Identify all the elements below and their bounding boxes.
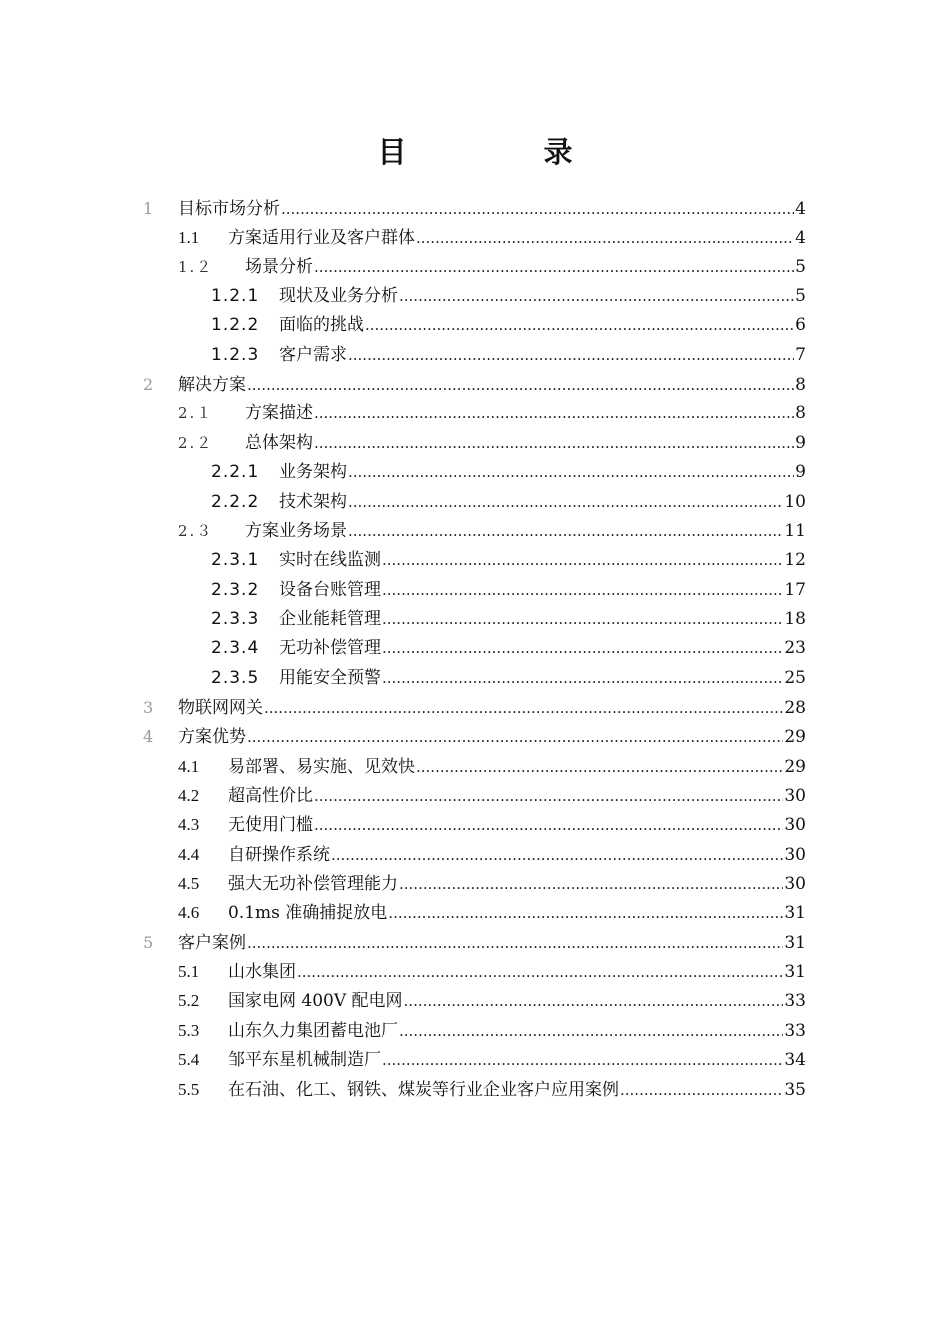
toc-entry[interactable] (178, 429, 806, 458)
toc-entry-title: 方案描述 (245, 403, 313, 423)
toc-entry-title: 解决方案 (178, 375, 246, 395)
toc-entry-title: 在石油、化工、钢铁、煤炭等行业企业客户应用案例 (228, 1080, 619, 1100)
toc-entry-number: 4.6 (178, 903, 200, 922)
toc-entry-page-number: 31 (784, 962, 806, 982)
toc-entry-number: 1.２ (178, 258, 214, 276)
toc-entry-page-number: 30 (784, 845, 806, 865)
toc-entry[interactable] (178, 840, 806, 869)
toc-title: 目 录 (377, 135, 627, 169)
toc-entry-number: 1 (143, 199, 154, 218)
toc-dot-leader (404, 987, 784, 1016)
toc-dot-leader (264, 694, 783, 723)
toc-entry[interactable] (178, 517, 806, 546)
toc-entry-number: 5.2 (178, 991, 200, 1010)
toc-dot-leader (348, 341, 794, 370)
toc-entry-number: 2.3.3 (211, 609, 260, 629)
toc-entry-number: 1.2.1 (211, 286, 260, 306)
toc-entry-number: 5.1 (178, 962, 200, 981)
toc-entry-title: 企业能耗管理 (279, 609, 381, 629)
toc-entry-page-number: 9 (795, 462, 806, 482)
toc-entry-number: 2.3.5 (211, 668, 260, 688)
toc-entry[interactable] (211, 634, 806, 663)
toc-dot-leader (247, 723, 783, 752)
toc-entry-title: 面临的挑战 (279, 315, 364, 335)
toc-entry[interactable] (178, 752, 806, 781)
toc-entry-page-number: 17 (784, 580, 806, 600)
toc-entry-title: 自研操作系统 (228, 845, 330, 865)
toc-dot-leader (314, 811, 783, 840)
toc-entry-page-number: 31 (784, 933, 806, 953)
toc-entry-title: 总体架构 (245, 433, 313, 453)
toc-entry-number: 2 (143, 375, 154, 394)
toc-dot-leader (331, 841, 783, 870)
toc-dot-leader (382, 605, 783, 634)
toc-entry-page-number: 28 (784, 698, 806, 718)
toc-entry-page-number: 8 (795, 403, 806, 423)
toc-entry-number: 4.1 (178, 757, 200, 776)
toc-entry[interactable] (211, 341, 806, 370)
toc-entry-page-number: 7 (795, 345, 806, 365)
toc-entry-page-number: 35 (784, 1080, 806, 1100)
toc-dot-leader (620, 1076, 783, 1105)
toc-entry[interactable] (211, 311, 806, 340)
toc-dot-leader (348, 517, 783, 546)
toc-entry[interactable] (178, 957, 806, 986)
toc-entry-page-number: 5 (795, 286, 806, 306)
toc-entry-page-number: 6 (795, 315, 806, 335)
toc-dot-leader (382, 664, 783, 693)
toc-entry-number: 1.1 (178, 228, 200, 247)
toc-entry-page-number: 34 (784, 1050, 806, 1070)
toc-entry-page-number: 10 (784, 492, 806, 512)
toc-entry[interactable] (143, 722, 806, 751)
toc-dot-leader (314, 399, 794, 428)
toc-entry-title: 0.1ms 准确捕捉放电 (228, 903, 388, 923)
toc-entry-title: 实时在线监测 (279, 550, 381, 570)
toc-entry-number: 2.3.4 (211, 638, 260, 658)
toc-entry-number: 2.2.1 (211, 462, 260, 482)
toc-dot-leader (416, 224, 794, 253)
toc-dot-leader (382, 1046, 783, 1075)
toc-dot-leader (314, 782, 783, 811)
toc-entry[interactable] (211, 282, 806, 311)
toc-entry-page-number: 8 (795, 375, 806, 395)
toc-entry[interactable] (143, 370, 806, 399)
toc-entry-page-number: 18 (784, 609, 806, 629)
toc-dot-leader (416, 753, 783, 782)
toc-entry[interactable] (211, 664, 806, 693)
toc-entry-title: 场景分析 (245, 257, 313, 277)
toc-entry-number: 5 (143, 933, 154, 952)
toc-entry-title: 业务架构 (279, 462, 347, 482)
toc-entry-page-number: 4 (795, 228, 806, 248)
toc-entry-number: 2.１ (178, 404, 214, 422)
toc-entry[interactable] (211, 488, 806, 517)
toc-entry-page-number: 30 (784, 786, 806, 806)
toc-entry-page-number: 12 (784, 550, 806, 570)
toc-entry-number: 5.3 (178, 1021, 200, 1040)
toc-entry-page-number: 29 (784, 727, 806, 747)
toc-entry-number: 1.2.2 (211, 315, 260, 335)
toc-dot-leader (281, 195, 794, 224)
toc-entry-page-number: 25 (784, 668, 806, 688)
toc-entry-page-number: 23 (784, 638, 806, 658)
toc-dot-leader (314, 429, 794, 458)
toc-entry[interactable] (178, 1045, 806, 1074)
toc-entry-number: 5.4 (178, 1050, 200, 1069)
toc-entry-title: 无功补偿管理 (279, 638, 381, 658)
toc-entry-page-number: 33 (784, 1021, 806, 1041)
toc-entry-title: 方案优势 (178, 727, 246, 747)
toc-entry-page-number: 30 (784, 815, 806, 835)
toc-entry-title: 易部署、易实施、见效快 (228, 757, 415, 777)
toc-dot-leader (247, 371, 794, 400)
toc-dot-leader (314, 253, 794, 282)
toc-entry-page-number: 4 (795, 199, 806, 219)
toc-entry[interactable] (178, 781, 806, 810)
toc-dot-leader (382, 634, 783, 663)
toc-entry[interactable] (211, 546, 806, 575)
toc-entry-page-number: 29 (784, 757, 806, 777)
toc-entry-page-number: 9 (795, 433, 806, 453)
toc-entry[interactable] (143, 693, 806, 722)
toc-entry-number: 4.4 (178, 845, 200, 864)
toc-entry-title: 国家电网 400V 配电网 (228, 991, 403, 1011)
toc-entry-title: 邹平东星机械制造厂 (228, 1050, 381, 1070)
toc-entry-title: 无使用门槛 (228, 815, 313, 835)
toc-entry-number: 2.3.2 (211, 580, 260, 600)
toc-entry-title: 方案业务场景 (245, 521, 347, 541)
toc-entry-title: 设备台账管理 (279, 580, 381, 600)
toc-entry-title: 现状及业务分析 (279, 286, 398, 306)
toc-entry[interactable] (143, 928, 806, 957)
toc-entry-number: 5.5 (178, 1080, 200, 1099)
toc-dot-leader (388, 899, 783, 928)
toc-dot-leader (382, 576, 783, 605)
toc-entry[interactable] (178, 1016, 806, 1045)
toc-entry-title: 物联网网关 (178, 698, 263, 718)
toc-entry-number: 2.2.2 (211, 492, 260, 512)
toc-entry-title: 山水集团 (228, 962, 296, 982)
toc-dot-leader (399, 870, 783, 899)
toc-entry[interactable] (178, 869, 806, 898)
toc-entry[interactable] (143, 194, 806, 223)
toc-entry-title: 技术架构 (279, 492, 347, 512)
toc-dot-leader (399, 282, 794, 311)
toc-entry-title: 超高性价比 (228, 786, 313, 806)
toc-entry-title: 客户需求 (279, 345, 347, 365)
toc-dot-leader (247, 929, 783, 958)
toc-entry-page-number: 11 (784, 521, 806, 541)
toc-entry-number: 1.2.3 (211, 345, 260, 365)
toc-entry-page-number: 30 (784, 874, 806, 894)
toc-entry[interactable] (178, 399, 806, 428)
toc-entry[interactable] (211, 576, 806, 605)
toc-entry-title: 用能安全预警 (279, 668, 381, 688)
toc-entry-page-number: 31 (784, 903, 806, 923)
toc-entry-number: 2.３ (178, 522, 214, 540)
toc-entry[interactable] (178, 1075, 806, 1104)
toc-entry-number: 4.5 (178, 874, 200, 893)
toc-dot-leader (348, 458, 794, 487)
toc-dot-leader (348, 488, 783, 517)
toc-entry-number: 2.２ (178, 434, 214, 452)
toc-entry-title: 方案适用行业及客户群体 (228, 228, 415, 248)
toc-entry-title: 强大无功补偿管理能力 (228, 874, 398, 894)
toc-entry[interactable] (178, 898, 806, 927)
toc-entry[interactable] (178, 810, 806, 839)
toc-entry-number: 4 (143, 727, 154, 746)
toc-dot-leader (382, 546, 783, 575)
toc-entry[interactable] (178, 986, 806, 1015)
toc-entry-page-number: 33 (784, 991, 806, 1011)
toc-entry-number: 4.2 (178, 786, 200, 805)
toc-entry[interactable] (178, 223, 806, 252)
toc-entry[interactable] (211, 458, 806, 487)
toc-entry[interactable] (211, 605, 806, 634)
toc-entry-title: 目标市场分析 (178, 199, 280, 219)
toc-entry-number: 2.3.1 (211, 550, 260, 570)
toc-dot-leader (297, 958, 783, 987)
toc-entry-title: 山东久力集团蓄电池厂 (228, 1021, 398, 1041)
toc-entry[interactable] (178, 253, 806, 282)
toc-entry-title: 客户案例 (178, 933, 246, 953)
toc-dot-leader (365, 311, 794, 340)
toc-entry-page-number: 5 (795, 257, 806, 277)
toc-dot-leader (399, 1017, 783, 1046)
toc-entry-number: 3 (143, 698, 154, 717)
toc-entry-number: 4.3 (178, 815, 200, 834)
